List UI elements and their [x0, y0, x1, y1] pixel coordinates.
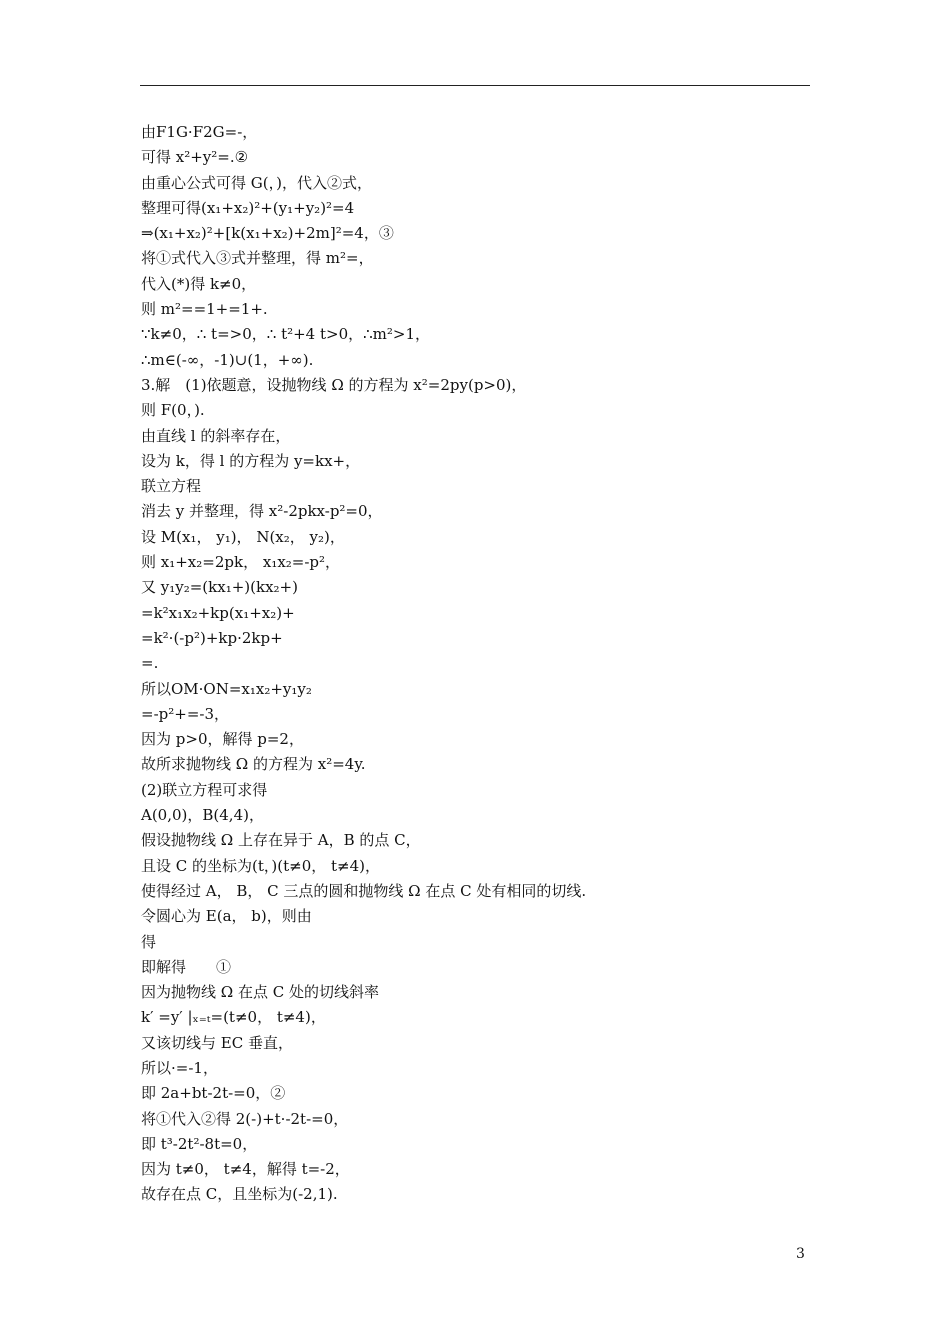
text-line: 设 M(x₁， y₁)， N(x₂， y₂)，	[141, 527, 345, 546]
text-line: ∴m∈(-∞，-1)∪(1，+∞).	[141, 350, 314, 369]
text-line: 使得经过 A， B， C 三点的圆和抛物线 Ω 在点 C 处有相同的切线.	[141, 881, 587, 900]
text-line: 设为 k，得 l 的方程为 y=kx+，	[141, 451, 361, 470]
text-line: 整理可得(x₁+x₂)²+(y₁+y₂)²=4	[141, 198, 355, 217]
text-line: 又 y₁y₂=(kx₁+)(kx₂+)	[141, 578, 298, 597]
text-line: 即 t³-2t²-8t=0，	[141, 1134, 258, 1153]
text-line: ∵k≠0，∴ t=>0，∴ t²+4 t>0，∴m²>1，	[141, 325, 431, 344]
text-line: ⇒(x₁+x₂)²+[k(x₁+x₂)+2m]²=4，③	[141, 224, 394, 243]
text-line: 因为 t≠0， t≠4，解得 t=-2，	[141, 1160, 350, 1179]
text-line: 即解得 ①	[141, 957, 232, 976]
document-body	[141, 120, 831, 1208]
text-line: 因为 p>0，解得 p=2，	[141, 730, 304, 749]
text-line: 由F1G·F2G=-，	[141, 123, 258, 141]
text-line: 将①式代入③式并整理，得 m²=，	[141, 249, 374, 268]
page-number: 3	[796, 1246, 805, 1262]
text-line: =k²x₁x₂+kp(x₁+x₂)+	[141, 603, 295, 622]
text-line: 代入(*)得 k≠0，	[141, 274, 257, 293]
text-line: 假设抛物线 Ω 上存在异于 A，B 的点 C，	[141, 831, 421, 850]
text-line: =-p²+=-3，	[141, 704, 230, 723]
text-line: 可得 x²+y²=.②	[141, 148, 249, 167]
text-line: 联立方程	[141, 477, 202, 496]
text-line: 由重心公式可得 G(，)，代入②式，	[141, 173, 372, 192]
text-line: 所以·=-1，	[141, 1058, 218, 1077]
text-line: 得	[141, 932, 157, 951]
text-line: 则 x₁+x₂=2pk， x₁x₂=-p²，	[141, 553, 341, 572]
text-line: (2)联立方程可求得	[141, 780, 268, 799]
text-line: 故存在点 C，且坐标为(-2,1).	[141, 1185, 338, 1204]
text-line: 3.解 (1)依题意，设抛物线 Ω 的方程为 x²=2py(p>0)，	[141, 375, 527, 394]
text-line: 且设 C 的坐标为(t，)(t≠0， t≠4)，	[141, 856, 380, 875]
text-line: A(0,0)，B(4,4)，	[141, 806, 264, 825]
text-line: =.	[141, 654, 159, 673]
text-line: 故所求抛物线 Ω 的方程为 x²=4y.	[141, 755, 366, 774]
text-line: k′ =y′ |ₓ₌ₜ=(t≠0， t≠4)，	[141, 1008, 326, 1027]
text-line: 令圆心为 E(a， b)，则由	[141, 907, 312, 926]
text-line: 又该切线与 EC 垂直，	[141, 1033, 293, 1052]
text-line: 则 F(0，).	[141, 401, 205, 420]
text-line: =k²·(-p²)+kp·2kp+	[141, 628, 283, 647]
text-line: 由直线 l 的斜率存在，	[141, 426, 291, 445]
header-rule	[140, 85, 810, 86]
text-line: 则 m²==1+=1+.	[141, 300, 268, 319]
text-line: 即 2a+bt-2t-=0，②	[141, 1084, 286, 1103]
text-line: 所以OM·ON=x₁x₂+y₁y₂	[141, 679, 312, 698]
text-line: 消去 y 并整理，得 x²-2pkx-p²=0，	[141, 502, 383, 521]
text-line: 因为抛物线 Ω 在点 C 处的切线斜率	[141, 983, 379, 1002]
text-line: 将①代入②得 2(-)+t·-2t-=0，	[141, 1109, 349, 1128]
